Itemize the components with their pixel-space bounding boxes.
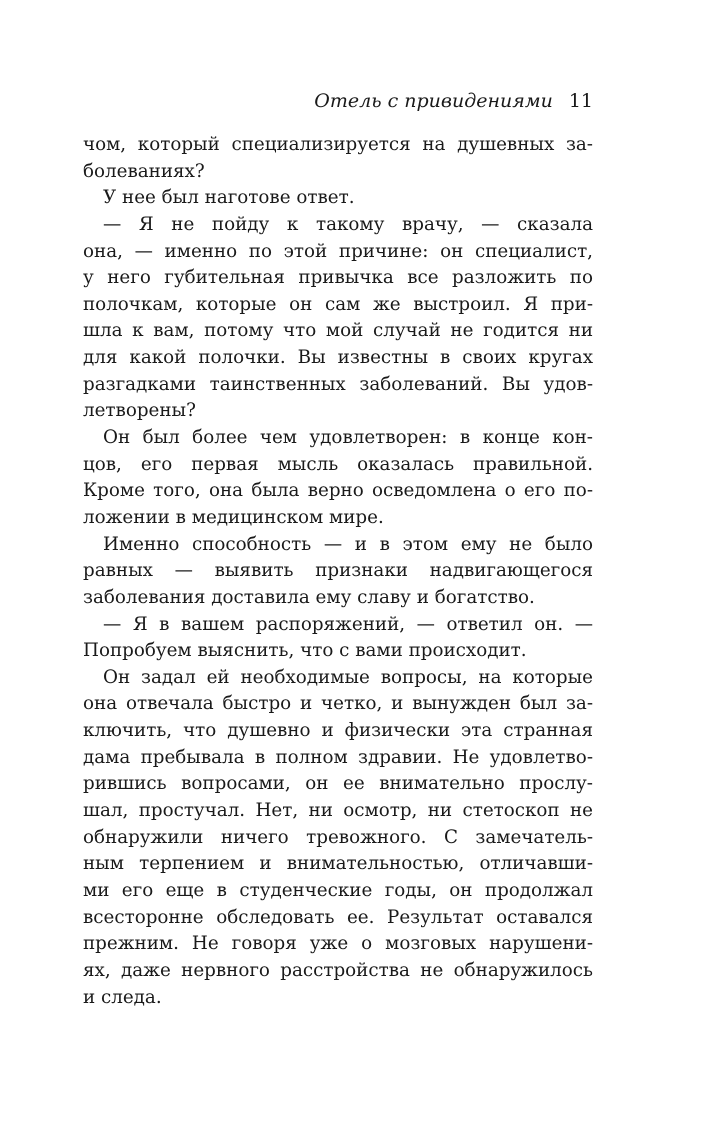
text-line: у него губительная привычка все разложить по — [83, 267, 593, 289]
text-line: прежним. Не говоря уже о мозговых нарушени- — [83, 933, 593, 955]
text-line: шла к вам, потому что мой случай не годится ни — [83, 320, 593, 342]
text-line: чом, который специализируется на душевных за- — [83, 134, 593, 155]
text-line: — Я не пойду к такому врачу, — сказала — [103, 213, 593, 235]
text-line: равных — выявить признаки надвигающегося — [83, 560, 593, 582]
text-line: ми его еще в студенческие годы, он продолжал — [83, 879, 593, 901]
text-line: ным терпением и внимательностью, отличавши- — [83, 853, 593, 875]
text-line: обнаружили ничего тревожного. С замечатель- — [83, 826, 593, 848]
text-line: всесторонне обследовать ее. Результат оставался — [83, 906, 593, 928]
text-line: для какой полочки. Вы известны в своих кругах — [83, 347, 593, 369]
text-line: дама пребывала в полном здравии. Не удовлетво- — [83, 746, 593, 768]
text-line: рившись вопросами, он ее внимательно прослу- — [83, 773, 593, 795]
text-line: шал, простучал. Нет, ни осмотр, ни стетоскоп не — [83, 800, 593, 822]
text-line: Именно способность — и в этом ему не было — [103, 533, 593, 555]
text-line: летворены? — [83, 400, 196, 422]
text-line: она, — именно по этой причине: он специалист, — [83, 240, 593, 262]
text-line: ях, даже нервного расстройства не обнаружилось — [83, 959, 593, 981]
page-number: 11 — [568, 90, 593, 112]
text-line: — Я в вашем распоряжений, — ответил он. — — [103, 613, 593, 635]
text-line: ложении в медицинском мире. — [83, 506, 384, 528]
running-header — [83, 88, 593, 114]
text-line: ключить, что душевно и физически эта странная — [83, 720, 593, 742]
text-line: и следа. — [83, 986, 162, 1008]
text-line: болеваниях? — [83, 160, 205, 182]
text-line: цов, его первая мысль оказалась правильной. — [83, 453, 593, 475]
running-title: Отель с привидениями — [314, 90, 553, 112]
text-line: Он задал ей необходимые вопросы, на которые — [103, 666, 593, 688]
text-line: У нее был наготове ответ. — [103, 187, 355, 209]
text-line: она отвечала быстро и четко, и вынужден был за- — [83, 693, 593, 715]
text-line: разгадками таинственных заболеваний. Вы удов- — [83, 373, 593, 395]
body-text — [83, 132, 593, 1011]
text-line: заболевания доставила ему славу и богатство. — [83, 586, 535, 608]
text-line: Кроме того, она была верно осведомлена о его по- — [83, 480, 593, 502]
text-line: Попробуем выяснить, что с вами происходит. — [83, 640, 527, 662]
text-line: Он был более чем удовлетворен: в конце кон- — [103, 427, 593, 449]
text-line: полочкам, которые он сам же выстроил. Я при- — [83, 293, 593, 315]
